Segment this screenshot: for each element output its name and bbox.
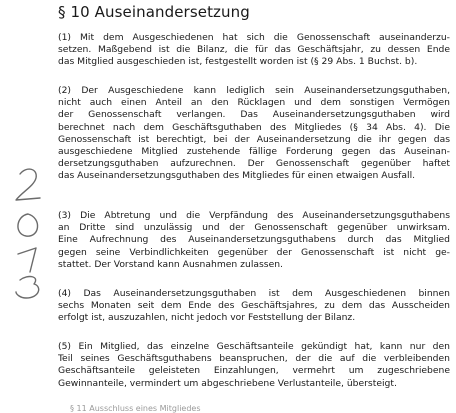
text-line: erfolgt ist, auszuzahlen, nicht jedoch vor Feststellung der Bilanz. — [58, 312, 356, 324]
text-line: gegen seine Verbindlichkeiten gegenüber der Genossenschaft ist nicht ge- — [58, 246, 450, 258]
paragraph-2 — [58, 85, 450, 183]
text-line: (2) Der Ausgeschiedene kann lediglich sein Auseinandersetzungsguthaben, — [58, 85, 450, 96]
text-line: (4) Das Auseinandersetzungsguthaben ist dem Ausgeschiedenen binnen — [58, 288, 450, 299]
text-line: an Dritte sind unzulässig und der Genossenschaft gegenüber unwirksam. — [58, 222, 450, 234]
text-line: (3) Die Abtretung und die Verpfändung des Auseinandersetzungsguthabens — [58, 210, 450, 221]
text-line: nicht auch einen Anteil an den Rücklagen und dem sonstigen Vermögen — [58, 97, 450, 109]
text-line: ausgeschiedene Mitglied zustehende fällige Forderung gegen das Auseinan- — [58, 145, 450, 157]
text-line: Geschäftsanteile geleisteten Einzahlungen, vermehrt um zugeschriebene — [58, 365, 450, 377]
text-line: Gewinnanteile, vermindert um abgeschriebene Verlustanteile, übersteigt. — [58, 377, 397, 389]
handwritten-note — [6, 162, 62, 304]
paragraph-1 — [58, 32, 450, 69]
text-line: das Auseinandersetzungsguthaben des Mitgliedes für einen etwaigen Ausfall. — [58, 170, 416, 182]
paragraph-5 — [58, 341, 450, 390]
text-line: berechnet nach dem Geschäftsguthaben des Mitgliedes (§ 34 Abs. 4). Die — [58, 121, 450, 133]
text-line: Teil seines Geschäftsguthabens beanspruchen, der die auf die verbleibenden — [58, 353, 450, 365]
paragraph-3 — [58, 210, 450, 271]
paragraph-4 — [58, 288, 450, 325]
text-line: setzen. Maßgebend ist die Bilanz, die für das Geschäftsjahr, zu dessen Ende — [58, 44, 450, 56]
text-line: das Mitglied ausgeschieden ist, festgestellt worden ist (§ 29 Abs. 1 Buchst. b). — [58, 56, 418, 68]
text-line: sechs Monaten seit dem Ende des Geschäftsjahres, zu dem das Ausscheiden — [58, 300, 450, 312]
text-line: dersetzungsguthaben aufzurechnen. Der Genossenschaft gegenüber haftet — [58, 158, 450, 170]
text-line: der Genossenschaft verlangen. Das Auseinandersetzungsguthaben wird — [58, 109, 450, 121]
text-line: Eine Aufrechnung des Auseinandersetzungsguthabens durch das Mitglied — [58, 234, 450, 246]
text-line: (5) Ein Mitglied, das einzelne Geschäftsanteile gekündigt hat, kann nur den — [58, 341, 450, 352]
section-title: § 10 Auseinandersetzung — [58, 3, 250, 21]
text-line: stattet. Der Vorstand kann Ausnahmen zulassen. — [58, 258, 283, 270]
text-line: Genossenschaft ist berechtigt, bei der Auseinandersetzung die ihr gegen das — [58, 133, 450, 145]
text-line: (1) Mit dem Ausgeschiedenen hat sich die Genossenschaft auseinanderzu- — [58, 32, 450, 43]
next-section-fragment: § 11 Ausschluss eines Mitgliedes — [70, 404, 201, 413]
